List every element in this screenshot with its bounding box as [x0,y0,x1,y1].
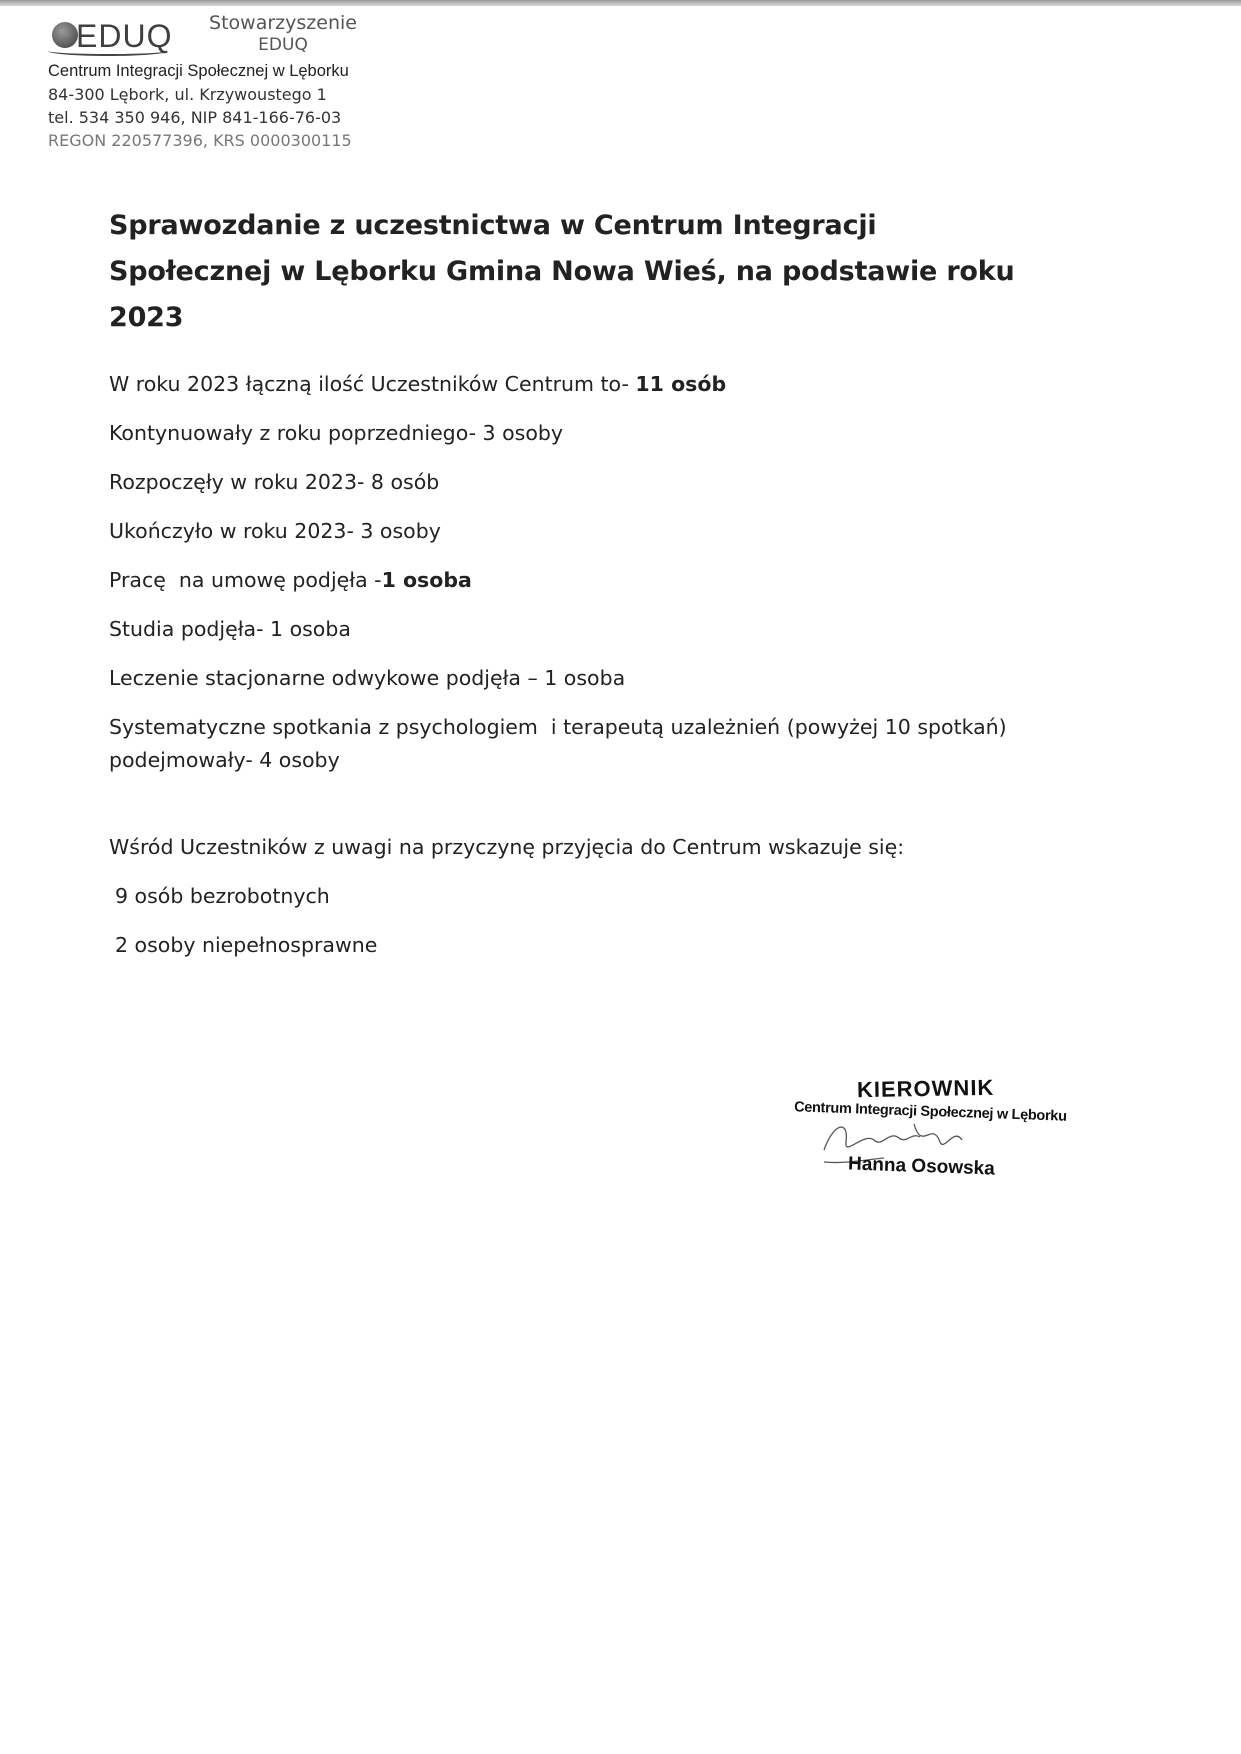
reason-item: 9 osób bezrobotnych [115,884,330,908]
stat-row: W roku 2023 łączną ilość Uczestników Centrum to- 11 osób [109,372,727,396]
logo-globe-icon [52,22,78,48]
stamp-name: Hanna Osowska [847,1153,996,1180]
report-body [109,368,1014,978]
stat-row: Ukończyło w roku 2023- 3 osoby [109,519,441,543]
report-title: Sprawozdanie z uczestnictwa w Centrum Integracji Społecznej w Lęborku Gmina Nowa Wieś, na podstawie roku 2023 [109,210,1015,333]
address-line: REGON 220577396, KRS 0000300115 [48,131,352,150]
stat-row: Pracę na umowę podjęła -1 osoba [109,568,472,592]
association-name [203,12,363,56]
address-line: tel. 534 350 946, NIP 841-166-76-03 [48,108,342,127]
stat-row: Systematyczne spotkania z psychologiem i terapeutą uzależnień (powyżej 10 spotkań) podejmowały- 4 osoby [109,715,1014,772]
address-block [48,60,352,152]
association-line-1: Stowarzyszenie [209,12,357,34]
stat-row: Leczenie stacjonarne odwykowe podjęła – 1 osoba [109,666,626,690]
scan-top-edge [0,0,1241,6]
signature-stamp [793,1074,1067,1186]
letterhead [48,12,378,152]
stamp-role: KIEROWNIK [856,1074,995,1103]
stamp-organization: Centrum Integracji Społecznej w Lęborku [793,1099,1067,1125]
stat-row: Rozpoczęły w roku 2023- 8 osób [109,470,440,494]
reasons-intro: Wśród Uczestników z uwagi na przyczynę przyjęcia do Centrum wskazuje się: [109,835,905,859]
address-line: 84-300 Lębork, ul. Krzywoustego 1 [48,85,327,104]
address-line: Centrum Integracji Społecznej w Lęborku [48,62,349,80]
logo-text: EDUQ [76,18,173,54]
reason-item: 2 osoby niepełnosprawne [115,933,378,957]
stat-row: Kontynuowały z roku poprzedniego- 3 osoby [109,421,564,445]
eduq-logo [48,18,188,62]
stat-row: Studia podjęła- 1 osoba [109,617,351,641]
association-line-2: EDUQ [258,35,308,55]
